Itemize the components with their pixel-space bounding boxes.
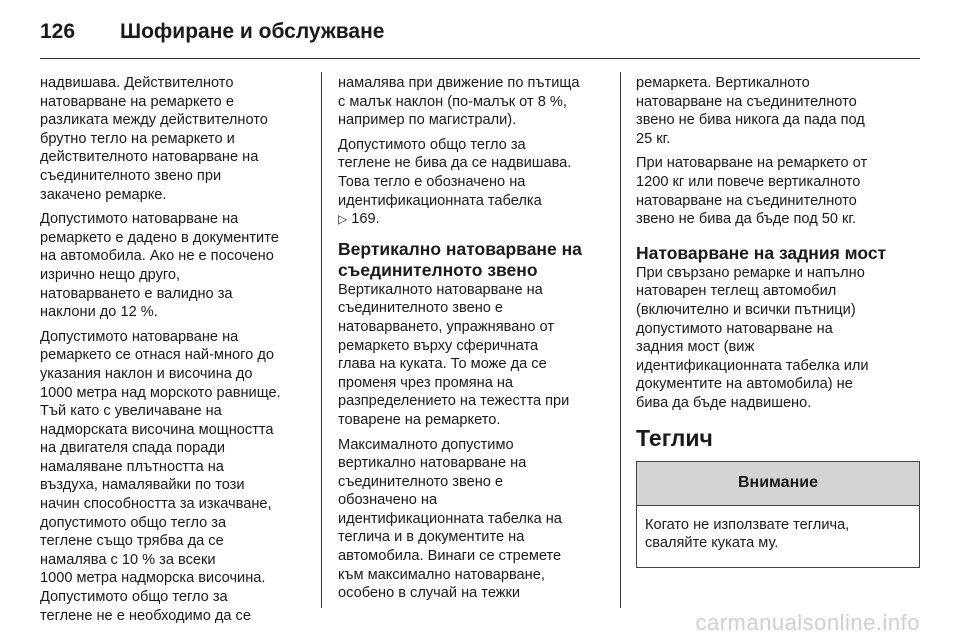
paragraph: При натоварване на ремаркето от 1200 кг или повече вертикалното натоварване на съединителното звено не бива да бъде под 50 кг. <box>636 155 868 228</box>
warning-notice-box <box>636 461 920 568</box>
paragraph: надвишава. Действителното натоварване на ремаркето е разликата между действителното брутно тегло на ремаркето и действителното натоварване на съединителното звено при закачено ремарке. <box>40 75 268 203</box>
paragraph: Допустимото натоварване на ремаркето се отнася най-много до указания наклон и височина до 1000 метра над морското равнище. Тъй като с увеличаване на надморската височина мощността на двигателя спада поради намаляване плътността на въздуха, намалявайки по този начин способността за изкачване, допустимото общо тегло за теглене също трябва да се намалява с 10 % за всеки 1000 метра надморска височина. Допустимото общо тегло за теглене не е необходимо да се <box>40 328 281 624</box>
paragraph: Допустимото натоварване на ремаркето е дадено в документите на автомобила. Ако не е посочено изрично нещо друго, натоварването е валидно за наклони до 12 %. <box>40 211 279 321</box>
section-heading: Натоварване на задния мост <box>636 242 887 263</box>
page-reference-link[interactable]: 169. <box>347 211 380 228</box>
paragraph: Максималното допустимо вертикално натоварване на съединителното звено е обозначено на идентификационната табелка на теглича и в документите на автомобила. Винаги се стремете към максимално натоварване, особено в случай на тежки <box>338 436 562 602</box>
column-1 <box>40 74 316 631</box>
paragraph: намалява при движение по пътища с малък наклон (по-малък от 8 %, например по магистрали). <box>338 75 580 129</box>
column-2 <box>338 74 612 609</box>
chapter-title: Шофиране и обслужване <box>120 20 385 43</box>
paragraph: ремаркета. Вертикалното натоварване на съединителното звено не бива никога да пада под 25 кг. <box>636 75 865 147</box>
header-divider <box>40 58 920 59</box>
column-divider-2 <box>620 72 621 608</box>
page-number: 126 <box>40 20 76 43</box>
section-heading-main: Теглич <box>636 424 713 451</box>
page-reference-arrow-icon: ▷ <box>338 212 348 227</box>
column-3 <box>636 74 920 568</box>
notice-body: Когато не използвате теглича, сваляйте куката му. <box>645 516 850 552</box>
watermark: carmanualsonline.info <box>695 610 920 635</box>
page-header <box>40 14 920 50</box>
notice-title: Внимание <box>637 462 919 506</box>
paragraph: При свързано ремарке и напълно натоварен теглещ автомобил (включително и всички пътници) допустимото натоварване на задния мост (виж идентификационната табелка или документите на автомобила) не бива да бъде надвишено. <box>636 264 869 411</box>
paragraph-with-reference <box>338 136 612 229</box>
paragraph-text: Допустимото общо тегло за теглене не бива да се надвишава. Това тегло е обозначено на идентификационната табелка <box>338 136 572 209</box>
section-heading: Вертикално натоварване на съединителното звено <box>338 238 582 280</box>
paragraph: Вертикалното натоварване на съединителното звено е натоварването, упражнявано от ремаркето върху сферичната глава на куката. То може да се променя чрез промяна на разпределението на тежестта при товарене на ремаркето. <box>338 281 570 428</box>
column-divider-1 <box>321 72 322 608</box>
